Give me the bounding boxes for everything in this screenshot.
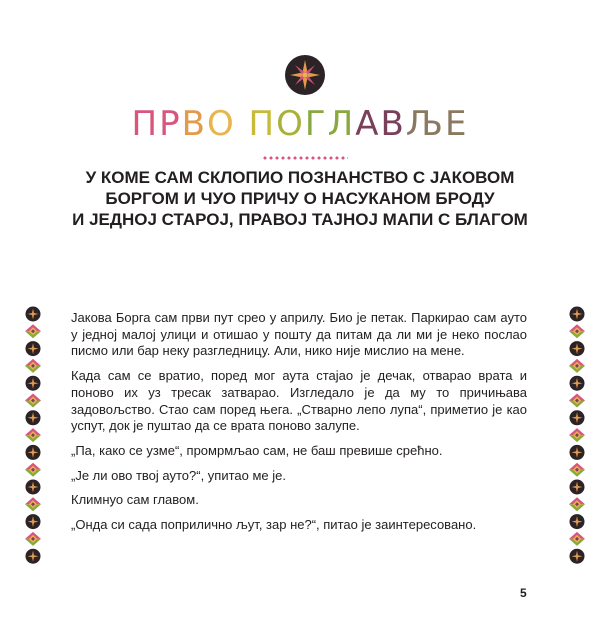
paragraph: Јакова Борга сам први пут срео у априлу. Био је петак. Паркирао сам ауто у једној малој улици и отишао у пошту да питам да ли ми је неко послао писмо или бар неку разгледницу. Али, нико није мислио на мене. xyxy=(71,310,527,359)
title-letter: Е xyxy=(444,104,469,144)
subtitle-line: И ЈЕДНОЈ СТАРОЈ, ПРАВОЈ ТАЈНОЈ МАПИ С БЛАГОМ xyxy=(72,210,528,229)
compass-star-icon xyxy=(26,307,41,322)
diamond-ornament-icon xyxy=(25,359,41,373)
diamond-ornament-icon xyxy=(569,532,585,546)
title-letter: О xyxy=(206,104,236,144)
diamond-ornament-icon xyxy=(25,394,41,408)
subtitle-line: БОРГОМ И ЧУО ПРИЧУ О НАСУКАНОМ БРОДУ xyxy=(105,189,495,208)
compass-star-icon xyxy=(26,549,41,564)
subtitle-line: У КОМЕ САМ СКЛОПИО ПОЗНАНСТВО С ЈАКОВОМ xyxy=(85,168,515,187)
ornament-border-left xyxy=(24,306,42,566)
page-number: 5 xyxy=(520,586,527,600)
compass-star-icon xyxy=(570,307,585,322)
compass-star-icon xyxy=(26,480,41,495)
diamond-ornament-icon xyxy=(569,359,585,373)
diamond-ornament-icon xyxy=(569,428,585,442)
compass-star-icon xyxy=(570,341,585,356)
title-letter: П xyxy=(248,104,277,144)
dotted-divider xyxy=(262,156,348,160)
paragraph: Када сам се вратио, поред мог аута стајао је дечак, отварао врата и поново их уз тресак затварао. Изгледало је да му то причињава задовољство. Стао сам поред њега. „Стварно лепо лупа“, приметио је као успут, док је пуштао да се врата поново залупе. xyxy=(71,368,527,434)
title-letter: В xyxy=(380,104,406,144)
paragraph: „Па, како се узме“, промрмљао сам, не баш превише срећно. xyxy=(71,442,443,458)
compass-star-icon xyxy=(26,410,41,425)
diamond-ornament-icon xyxy=(569,497,585,511)
ornament-border-right xyxy=(568,306,586,566)
compass-star-icon xyxy=(570,445,585,460)
title-letter: А xyxy=(355,104,381,144)
title-letter: Р xyxy=(159,104,182,144)
diamond-ornament-icon xyxy=(25,532,41,546)
title-letter: О xyxy=(276,104,305,144)
compass-star-icon xyxy=(26,341,41,356)
diamond-ornament-icon xyxy=(569,463,585,477)
compass-star-icon xyxy=(570,376,585,391)
compass-star-icon xyxy=(26,445,41,460)
diamond-ornament-icon xyxy=(25,497,41,511)
diamond-ornament-icon xyxy=(569,324,585,338)
compass-star-icon xyxy=(26,376,41,391)
diamond-ornament-icon xyxy=(25,463,41,477)
paragraph: „Је ли ово твој ауто?“, упитао ме је. xyxy=(71,467,287,483)
title-letter: Г xyxy=(304,104,328,144)
compass-star-icon xyxy=(570,514,585,529)
chapter-title xyxy=(0,104,600,144)
paragraph: „Онда си сада поприлично љут, зар не?“, питао је заинтересовано. xyxy=(71,517,477,533)
diamond-ornament-icon xyxy=(569,394,585,408)
title-letter: В xyxy=(181,104,207,144)
diamond-ornament-icon xyxy=(25,428,41,442)
compass-star-icon xyxy=(570,480,585,495)
paragraph: Климнуо сам главом. xyxy=(71,492,199,508)
compass-star-icon xyxy=(570,410,585,425)
compass-star-icon xyxy=(570,549,585,564)
compass-star-icon xyxy=(26,514,41,529)
chapter-subtitle xyxy=(60,167,540,230)
title-letter: П xyxy=(131,104,160,144)
title-letter: Л xyxy=(327,104,356,144)
title-letter: Љ xyxy=(405,104,445,144)
compass-star-icon xyxy=(284,54,326,96)
title-letter xyxy=(236,104,249,144)
diamond-ornament-icon xyxy=(25,324,41,338)
chapter-body xyxy=(71,310,527,542)
